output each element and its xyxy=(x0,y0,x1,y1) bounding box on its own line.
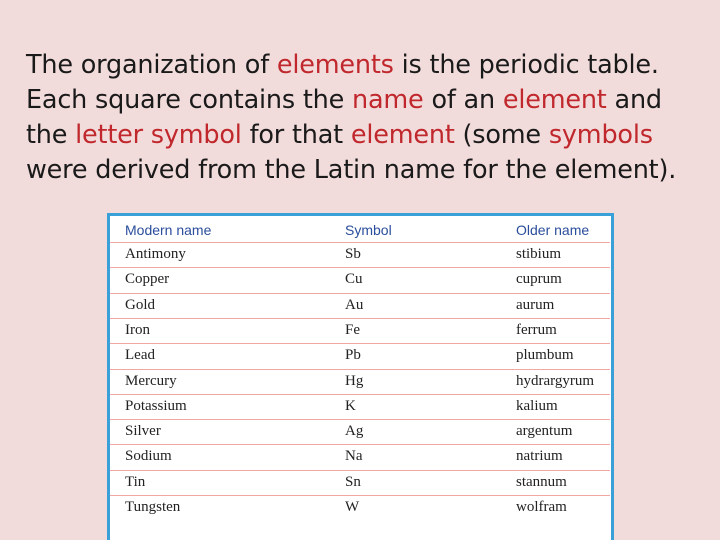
table-row xyxy=(110,242,610,268)
modern-name-cell: Tin xyxy=(125,473,146,490)
modern-name-cell: Tungsten xyxy=(125,499,181,515)
symbol-cell: K xyxy=(345,397,356,414)
highlighted-term: element xyxy=(350,120,455,150)
table-row xyxy=(110,495,610,521)
paragraph-text: for that xyxy=(241,120,351,150)
older-name-cell: hydrargyrum xyxy=(516,372,595,389)
modern-name-cell: Lead xyxy=(125,347,155,364)
symbol-cell: Hg xyxy=(345,372,364,389)
modern-name-cell: Antimony xyxy=(125,246,186,262)
symbol-cell: W xyxy=(345,499,360,515)
symbol-cell: Na xyxy=(345,448,363,465)
modern-name-cell: Sodium xyxy=(125,448,172,465)
table-row xyxy=(110,470,610,496)
paragraph-text: and the xyxy=(26,85,662,150)
symbol-cell: Pb xyxy=(345,347,361,364)
highlighted-term: element xyxy=(502,85,607,115)
paragraph-text: is the periodic table. Each square contains the xyxy=(26,50,659,115)
header-symbol: Symbol xyxy=(345,222,392,238)
modern-name-cell: Mercury xyxy=(125,372,177,389)
header-modern-name: Modern name xyxy=(125,222,212,238)
table-row xyxy=(110,444,610,470)
older-name-cell: natrium xyxy=(516,448,563,465)
older-name-cell: cuprum xyxy=(516,271,562,288)
modern-name-cell: Silver xyxy=(125,423,161,440)
table-row xyxy=(110,369,610,395)
older-name-cell: argentum xyxy=(516,423,573,440)
paragraph-text: The organization of xyxy=(26,50,277,80)
older-name-cell: plumbum xyxy=(516,347,574,364)
symbol-cell: Au xyxy=(345,296,364,313)
body-paragraph xyxy=(26,48,706,188)
symbol-cell: Fe xyxy=(345,321,360,338)
older-name-cell: ferrum xyxy=(516,321,557,338)
highlighted-term: symbols xyxy=(548,120,653,150)
paragraph-text: (some xyxy=(454,120,549,150)
table-row xyxy=(110,267,610,293)
highlighted-term: name xyxy=(352,85,424,115)
table-row xyxy=(110,394,610,420)
table-row xyxy=(110,419,610,445)
table-row xyxy=(110,318,610,344)
element-names-table xyxy=(107,213,614,540)
highlighted-term: letter symbol xyxy=(75,120,242,150)
older-name-cell: wolfram xyxy=(516,499,567,515)
modern-name-cell: Iron xyxy=(125,321,150,338)
older-name-cell: stibium xyxy=(516,246,562,262)
symbol-cell: Sn xyxy=(345,473,361,490)
header-older-name: Older name xyxy=(516,222,590,238)
table-row xyxy=(110,293,610,319)
symbol-cell: Cu xyxy=(345,271,363,288)
older-name-cell: stannum xyxy=(516,473,567,490)
table-header-row xyxy=(110,219,610,241)
modern-name-cell: Gold xyxy=(125,296,155,313)
modern-name-cell: Copper xyxy=(125,271,170,288)
modern-name-cell: Potassium xyxy=(125,397,187,414)
symbol-cell: Ag xyxy=(345,423,364,440)
older-name-cell: aurum xyxy=(516,296,555,313)
paragraph-text: of an xyxy=(423,85,503,115)
symbol-cell: Sb xyxy=(345,246,361,262)
highlighted-term: elements xyxy=(276,50,394,80)
table-row xyxy=(110,343,610,369)
older-name-cell: kalium xyxy=(516,397,558,414)
paragraph-text: were derived from the Latin name for the element). xyxy=(26,155,677,185)
